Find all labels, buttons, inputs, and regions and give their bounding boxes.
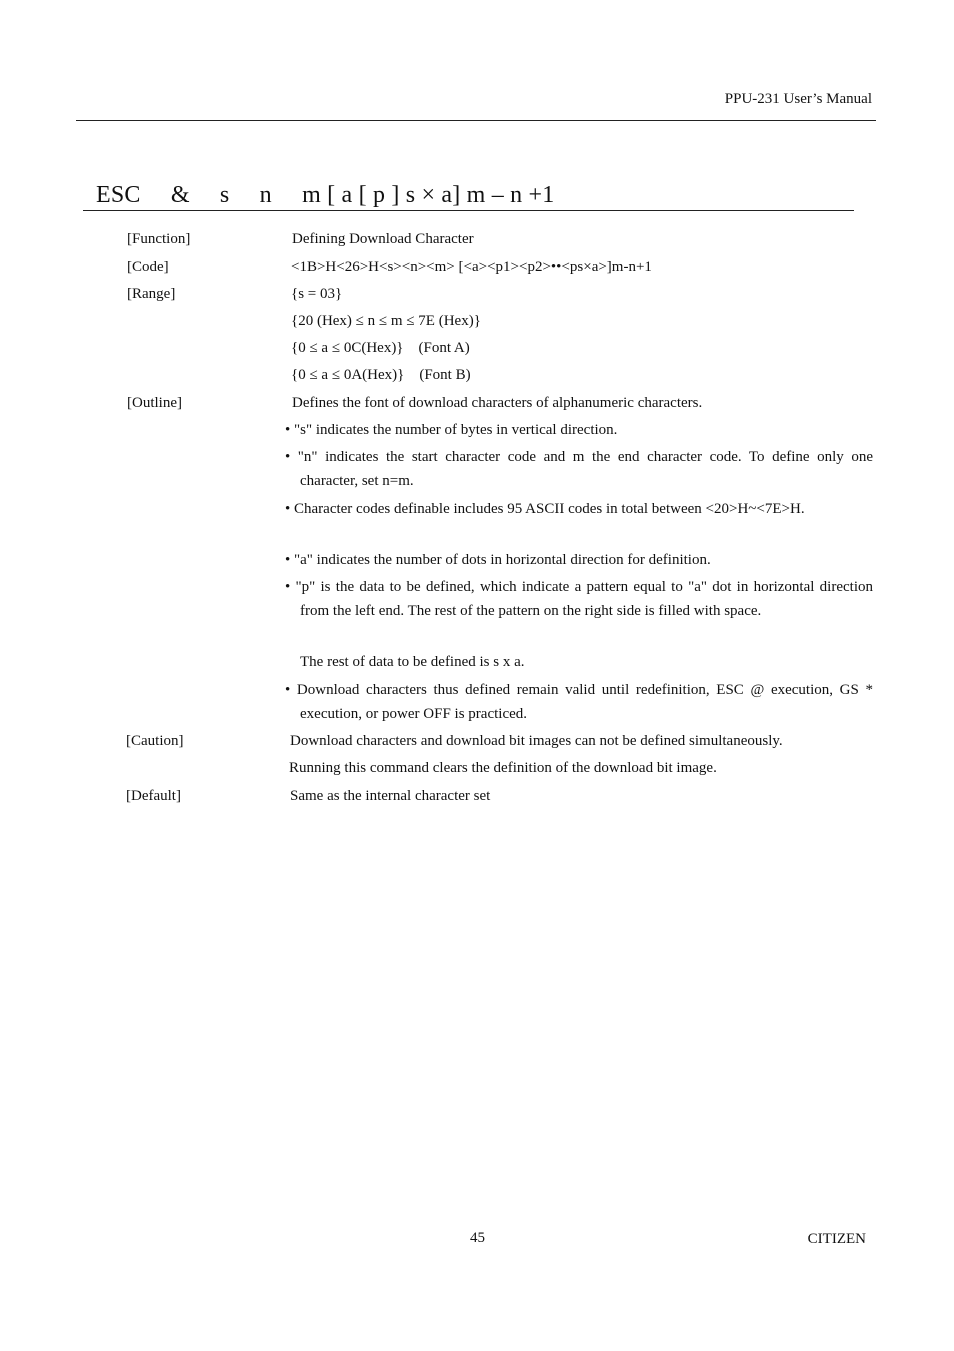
outline-bullet	[285, 678, 873, 726]
title-rule	[83, 210, 854, 211]
outline-intro: Defines the font of download characters of alphanumeric characters.	[292, 395, 703, 411]
header-rule	[76, 120, 876, 121]
bullet-text: • "a" indicates the number of dots in horizontal direction for definition.	[285, 552, 711, 568]
code-label: [Code]	[127, 259, 169, 275]
brand-name: CITIZEN	[807, 1231, 866, 1247]
title-params: m [ a [ p ] s × a] m – n +1	[302, 182, 555, 208]
bullet-text: • "p" is the data to be defined, which indicate a pattern equal to "a" dot in horizontal direction from the left end. The rest of the pattern on the right side is filled with space.	[285, 579, 873, 619]
title-esc: ESC	[96, 182, 141, 208]
bullet-text: • "n" indicates the start character code and m the end character code. To define only one character, set n=m.	[285, 449, 873, 489]
default-value: Same as the internal character set	[290, 788, 491, 804]
title-ampersand: &	[170, 182, 190, 208]
caution-label: [Caution]	[126, 733, 184, 749]
command-title	[96, 182, 554, 209]
caution-line: Download characters and download bit images can not be defined simultaneously.	[290, 733, 783, 749]
bullet-text: • Download characters thus defined remain valid until redefinition, ESC @ execution, GS * execution, or power OFF is practiced.	[285, 682, 873, 722]
title-s: s	[219, 182, 230, 208]
outline-bullet	[285, 575, 873, 623]
outline-bullet	[285, 418, 873, 442]
title-n: n	[259, 182, 272, 208]
range-line: {0 ≤ a ≤ 0A(Hex)} (Font B)	[291, 367, 471, 383]
caution-line: Running this command clears the definition of the download bit image.	[289, 760, 717, 776]
page-number: 45	[470, 1230, 485, 1246]
function-label: [Function]	[127, 231, 191, 247]
bullet-text: • "s" indicates the number of bytes in vertical direction.	[285, 422, 618, 438]
function-value: Defining Download Character	[292, 231, 474, 247]
range-line: {s = 03}	[291, 286, 343, 302]
outline-note: The rest of data to be defined is s x a.	[300, 654, 525, 670]
bullet-text: • Character codes definable includes 95 ASCII codes in total between <20>H~<7E>H.	[285, 501, 805, 517]
running-header: PPU-231 User’s Manual	[724, 91, 872, 107]
range-line: {0 ≤ a ≤ 0C(Hex)} (Font A)	[291, 340, 470, 356]
outline-bullet	[285, 548, 873, 572]
outline-label: [Outline]	[127, 395, 182, 411]
outline-bullet	[285, 445, 873, 493]
code-value: <1B>H<26>H<s><n><m> [<a><p1><p2>••<ps×a>]m-n+1	[291, 259, 652, 275]
default-label: [Default]	[126, 788, 181, 804]
range-label: [Range]	[127, 286, 176, 302]
range-line: {20 (Hex) ≤ n ≤ m ≤ 7E (Hex)}	[291, 313, 481, 329]
outline-bullet	[285, 497, 873, 521]
